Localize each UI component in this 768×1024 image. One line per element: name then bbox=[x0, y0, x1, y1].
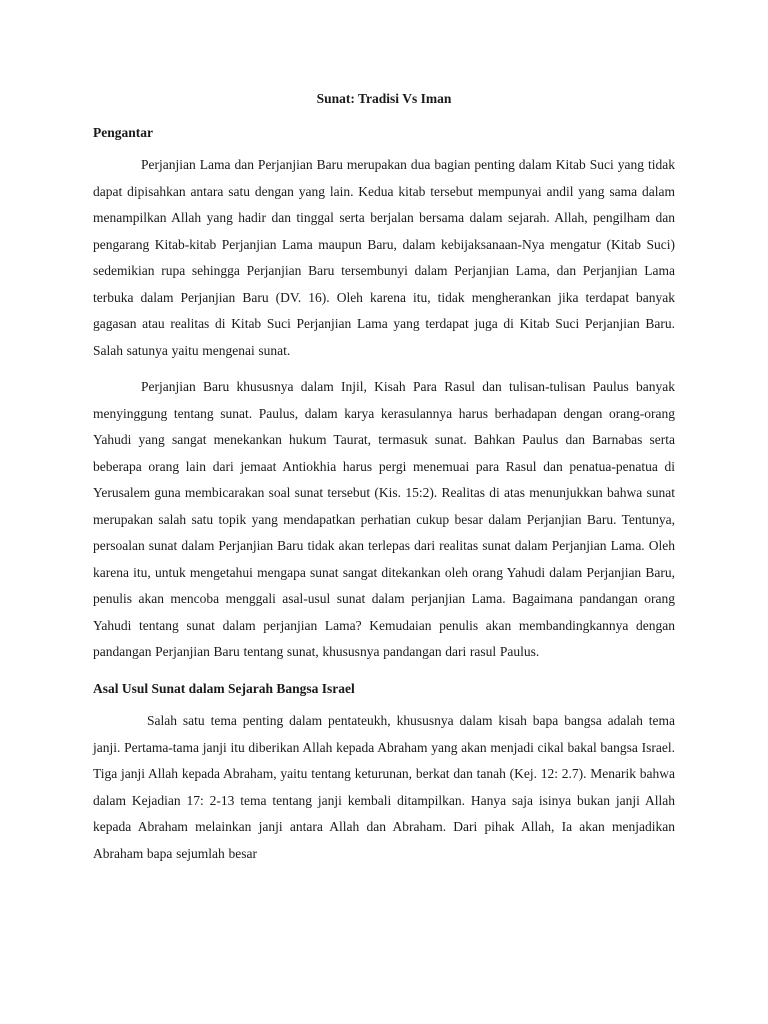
paragraph: Salah satu tema penting dalam pentateukh, khususnya dalam kisah bapa bangsa adalah tema janji. Pertama-tama janji itu diberikan Allah kepada Abraham yang akan menjadi cikal bakal bangsa Israel. Tiga janji Allah kepada Abraham, yaitu tentang keturunan, berkat dan tanah (Kej. 12: 2.7). Menarik bahwa dalam Kejadian 17: 2-13 tema tentang janji kembali ditampilkan. Hanya saja isinya bukan janji Allah kepada Abraham melainkan janji antara Allah dan Abraham. Dari pihak Allah, Ia akan menjadikan Abraham bapa sejumlah besar bbox=[93, 713, 675, 861]
document-title: Sunat: Tradisi Vs Iman bbox=[316, 91, 452, 106]
section-heading-pengantar: Pengantar bbox=[93, 124, 153, 140]
section-heading-asal-usul: Asal Usul Sunat dalam Sejarah Bangsa Israel bbox=[93, 680, 355, 696]
document-page bbox=[93, 86, 675, 877]
paragraph: Perjanjian Lama dan Perjanjian Baru merupakan dua bagian penting dalam Kitab Suci yang tidak dapat dipisahkan antara satu dengan yang lain. Kedua kitab tersebut mempunyai andil yang sama dalam menampilkan Allah yang hadir dan tinggal serta berjalan bersama dalam sejarah. Allah, pengilham dan pengarang Kitab-kitab Perjanjian Lama maupun Baru, dalam kebijaksanaan-Nya mengatur (Kitab Suci) sedemikian rupa sehingga Perjanjian Baru tersembunyi dalam Perjanjian Lama, dan Perjanjian Lama terbuka dalam Perjanjian Baru (DV. 16). Oleh karena itu, tidak mengherankan jika terdapat banyak gagasan atau realitas di Kitab Suci Perjanjian Lama yang terdapat juga di Kitab Suci Perjanjian Baru. Salah satunya yaitu mengenai sunat. bbox=[93, 157, 675, 358]
paragraph: Perjanjian Baru khususnya dalam Injil, Kisah Para Rasul dan tulisan-tulisan Paulus banyak menyinggung tentang sunat. Paulus, dalam karya kerasulannya harus berhadapan dengan orang-orang Yahudi yang sangat menekankan hukum Taurat, termasuk sunat. Bahkan Paulus dan Barnabas serta beberapa orang lain dari jemaat Antiokhia harus pergi menemuai para Rasul dan penatua-penatua di Yerusalem guna membicarakan soal sunat tersebut (Kis. 15:2). Realitas di atas menunjukkan bahwa sunat merupakan salah satu topik yang mendapatkan perhatian cukup besar dalam Perjanjian Baru. Tentunya, persoalan sunat dalam Perjanjian Baru tidak akan terlepas dari realitas sunat dalam Perjanjian Lama. Oleh karena itu, untuk mengetahui mengapa sunat sangat ditekankan oleh orang Yahudi dalam Perjanjian Baru, penulis akan mencoba menggali asal-usul sunat dalam perjanjian Lama. Bagaimana pandangan orang Yahudi tentang sunat dalam perjanjian Lama? Kemudaian penulis akan membandingkannya dengan pandangan Perjanjian Baru tentang sunat, khususnya pandangan dari rasul Paulus. bbox=[93, 379, 675, 659]
